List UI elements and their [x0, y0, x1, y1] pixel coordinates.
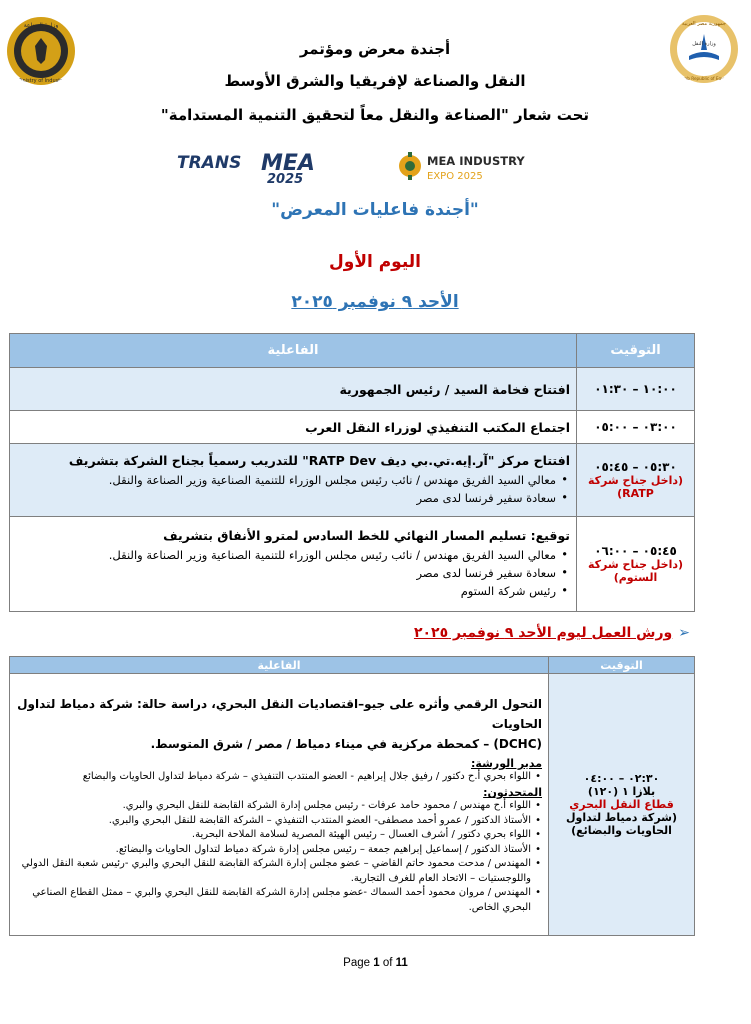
event-text: : تسليم المسار النهائي للخط السادس لمترو الأنفاق بتشريف	[163, 528, 536, 543]
list-item: • معالي السيد الفريق مهندس / نائب رئيس مجلس الوزراء للتنمية الصناعية وزير الصناعة والنقل.	[16, 546, 570, 564]
time-value: ١٠:٠٠ – ٠١:٣٠	[594, 382, 677, 396]
list-item: • الأستاذ الدكتور / عمرو أحمد مصطفى- العضو المنتدب التنفيذي – الشركة القابضة للنقل البحري والبري.	[16, 814, 542, 829]
list-item: • المهندس / مروان محمود أحمد السماك -عضو مجلس إدارة الشركة القابضة للنقل البحري والبري – ممثل القطاع الصناعي البحري الخاص.	[16, 886, 542, 915]
ministry-of-transport-seal-icon	[669, 14, 739, 84]
trans-word: TRANS	[177, 153, 242, 173]
current-page: 1	[373, 957, 380, 969]
list-item: • سعادة سفير فرنسا لدى مصر	[16, 489, 570, 507]
mea-word: MEA	[261, 151, 315, 176]
time-header: التوقيت	[577, 334, 695, 368]
mea-industry-text: MEA INDUSTRY	[427, 154, 525, 168]
table-header-row	[10, 334, 695, 368]
page-footer	[0, 957, 751, 969]
list-item: • رئيس شركة الستوم	[16, 582, 570, 600]
time-value: ٠٣:٠٠ – ٠٥:٠٠	[594, 420, 677, 434]
moderator-heading: مدير الورشة:	[471, 756, 542, 770]
table-row	[10, 411, 695, 444]
time-cell	[577, 368, 695, 411]
list-item: • الأستاذ الدكتور / إسماعيل إبراهيم جمعة – رئيس مجلس إدارة شركة دمياط لتداول الحاويات والبضائع.	[16, 843, 542, 858]
total-pages: 11	[395, 957, 408, 969]
event-cell	[10, 368, 577, 411]
seal-arabic-text: وزارة الصناعة	[23, 22, 59, 29]
workshop-title-line-2: (DCHC) – كمحطة مركزية في ميناء دمياط / مصر / شرق المتوسط.	[150, 737, 542, 752]
event-title: افتتاح مركز "آر.إيه.تي.بي ديف RATP Dev" للتدريب رسمياً بجناح الشركة بتشريف	[68, 453, 570, 468]
workshops-title	[390, 625, 690, 641]
event-prefix: توقيع	[535, 528, 570, 543]
table-row	[10, 368, 695, 411]
header-line-3: تحت شعار "الصناعة والنقل معاً لتحقيق التنمية المستدامة"	[160, 106, 590, 124]
event-header: الفاعلية	[10, 657, 549, 674]
event-cell	[10, 674, 549, 936]
table-row	[10, 444, 695, 517]
trans-year: 2025	[267, 172, 304, 184]
events-table	[9, 333, 695, 612]
time-cell	[577, 411, 695, 444]
ministry-of-industry-seal-icon	[6, 16, 76, 86]
agenda-title: "أجندة فاعليات المعرض"	[271, 200, 479, 220]
workshop-title-line-1: التحول الرقمي وأثره على جيو–اقتصاديات النقل البحري، دراسة حالة: شركة دمياط لتداول الحاويات	[17, 696, 542, 732]
mea-industry-expo-logo	[395, 148, 555, 184]
table-row	[10, 517, 695, 612]
sector-label: قطاع النقل البحري	[569, 798, 674, 811]
attendee-list	[16, 471, 570, 507]
header-line-1: أجندة معرض ومؤتمر	[299, 40, 451, 58]
event-cell	[10, 411, 577, 444]
location-label: (داخل جناح شركة RATP)	[587, 474, 684, 500]
time-header: التوقيت	[549, 657, 695, 674]
seal-english-text: Ministry of Industry	[16, 78, 66, 84]
speakers-list	[16, 799, 542, 915]
company-label: (شركة دمياط لتداول الحاويات والبضائع)	[565, 811, 678, 837]
brand-logos	[175, 146, 575, 186]
transmea-logo	[175, 148, 365, 184]
workshops-table	[9, 656, 695, 936]
page-word: Page	[343, 957, 371, 969]
day-title: اليوم الأول	[329, 252, 421, 272]
date-title: الأحد ٩ نوفمبر ٢٠٢٥	[291, 292, 459, 312]
list-item: • اللواء بحري دكتور / أشرف العسال – رئيس الهيئة المصرية لسلامة الملاحة البحرية.	[16, 828, 542, 843]
table-row	[10, 674, 695, 936]
seal-inner-text: وزارة النقل	[692, 41, 716, 47]
time-value: ٠٢:٣٠ – ٠٤:٠٠	[583, 772, 660, 785]
table-header-row	[10, 657, 695, 674]
moderator-list	[16, 770, 542, 785]
speakers-heading: المتحدثون:	[483, 786, 542, 800]
list-item: • سعادة سفير فرنسا لدى مصر	[16, 564, 570, 582]
event-cell	[10, 517, 577, 612]
list-item: • اللواء أ.ح مهندس / محمود حامد عرفات - رئيس مجلس إدارة الشركة القابضة للنقل البحري والبري.	[16, 799, 542, 814]
gear-icon	[399, 152, 421, 180]
arrow-icon: ➢	[678, 625, 690, 641]
time-cell	[577, 444, 695, 517]
attendee-list	[16, 546, 570, 600]
header-line-2: النقل والصناعة لإفريقيا والشرق الأوسط	[224, 72, 526, 90]
time-value: ٠٥:٤٥ – ٠٦:٠٠	[594, 544, 677, 558]
time-value: ٠٥:٣٠ – ٠٥:٤٥	[594, 460, 677, 474]
expo-year-text: EXPO 2025	[427, 171, 483, 182]
workshops-title-text: ورش العمل ليوم الأحد ٩ نوفمبر ٢٠٢٥	[413, 625, 673, 641]
event-title: اجتماع المكتب التنفيذي لوزراء النقل العرب	[305, 419, 570, 435]
event-title: افتتاح فخامة السيد / رئيس الجمهورية	[339, 381, 570, 397]
list-item: • المهندس / مدحت محمود حاتم القاضي – عضو مجلس إدارة الشركة القابضة للنقل البحري والبري -رئيس شعبة النقل الدولي واللوجستيات – الاتحاد العام للغرف التجارية.	[16, 857, 542, 886]
workshop-title	[16, 694, 542, 755]
location-label: (داخل جناح شركة الستوم)	[587, 558, 684, 584]
list-item: • معالي السيد الفريق مهندس / نائب رئيس مجلس الوزراء للتنمية الصناعية وزير الصناعة والنقل.	[16, 471, 570, 489]
seal-bottom-text: Arab Republic of Egypt	[680, 76, 728, 81]
event-header: الفاعلية	[10, 334, 577, 368]
of-word: of	[382, 957, 393, 969]
time-cell	[549, 674, 695, 936]
event-title	[16, 528, 570, 543]
seal-top-text: جمهورية مصر العربية	[682, 21, 726, 27]
hall-value: بلازا ١ (١٢٠)	[587, 785, 656, 798]
event-cell	[10, 444, 577, 517]
list-item: • اللواء بحري أ.ح دكتور / رفيق جلال إبراهيم - العضو المنتدب التنفيذي – شركة دمياط لتداول الحاويات والبضائع	[16, 770, 542, 785]
time-cell	[577, 517, 695, 612]
